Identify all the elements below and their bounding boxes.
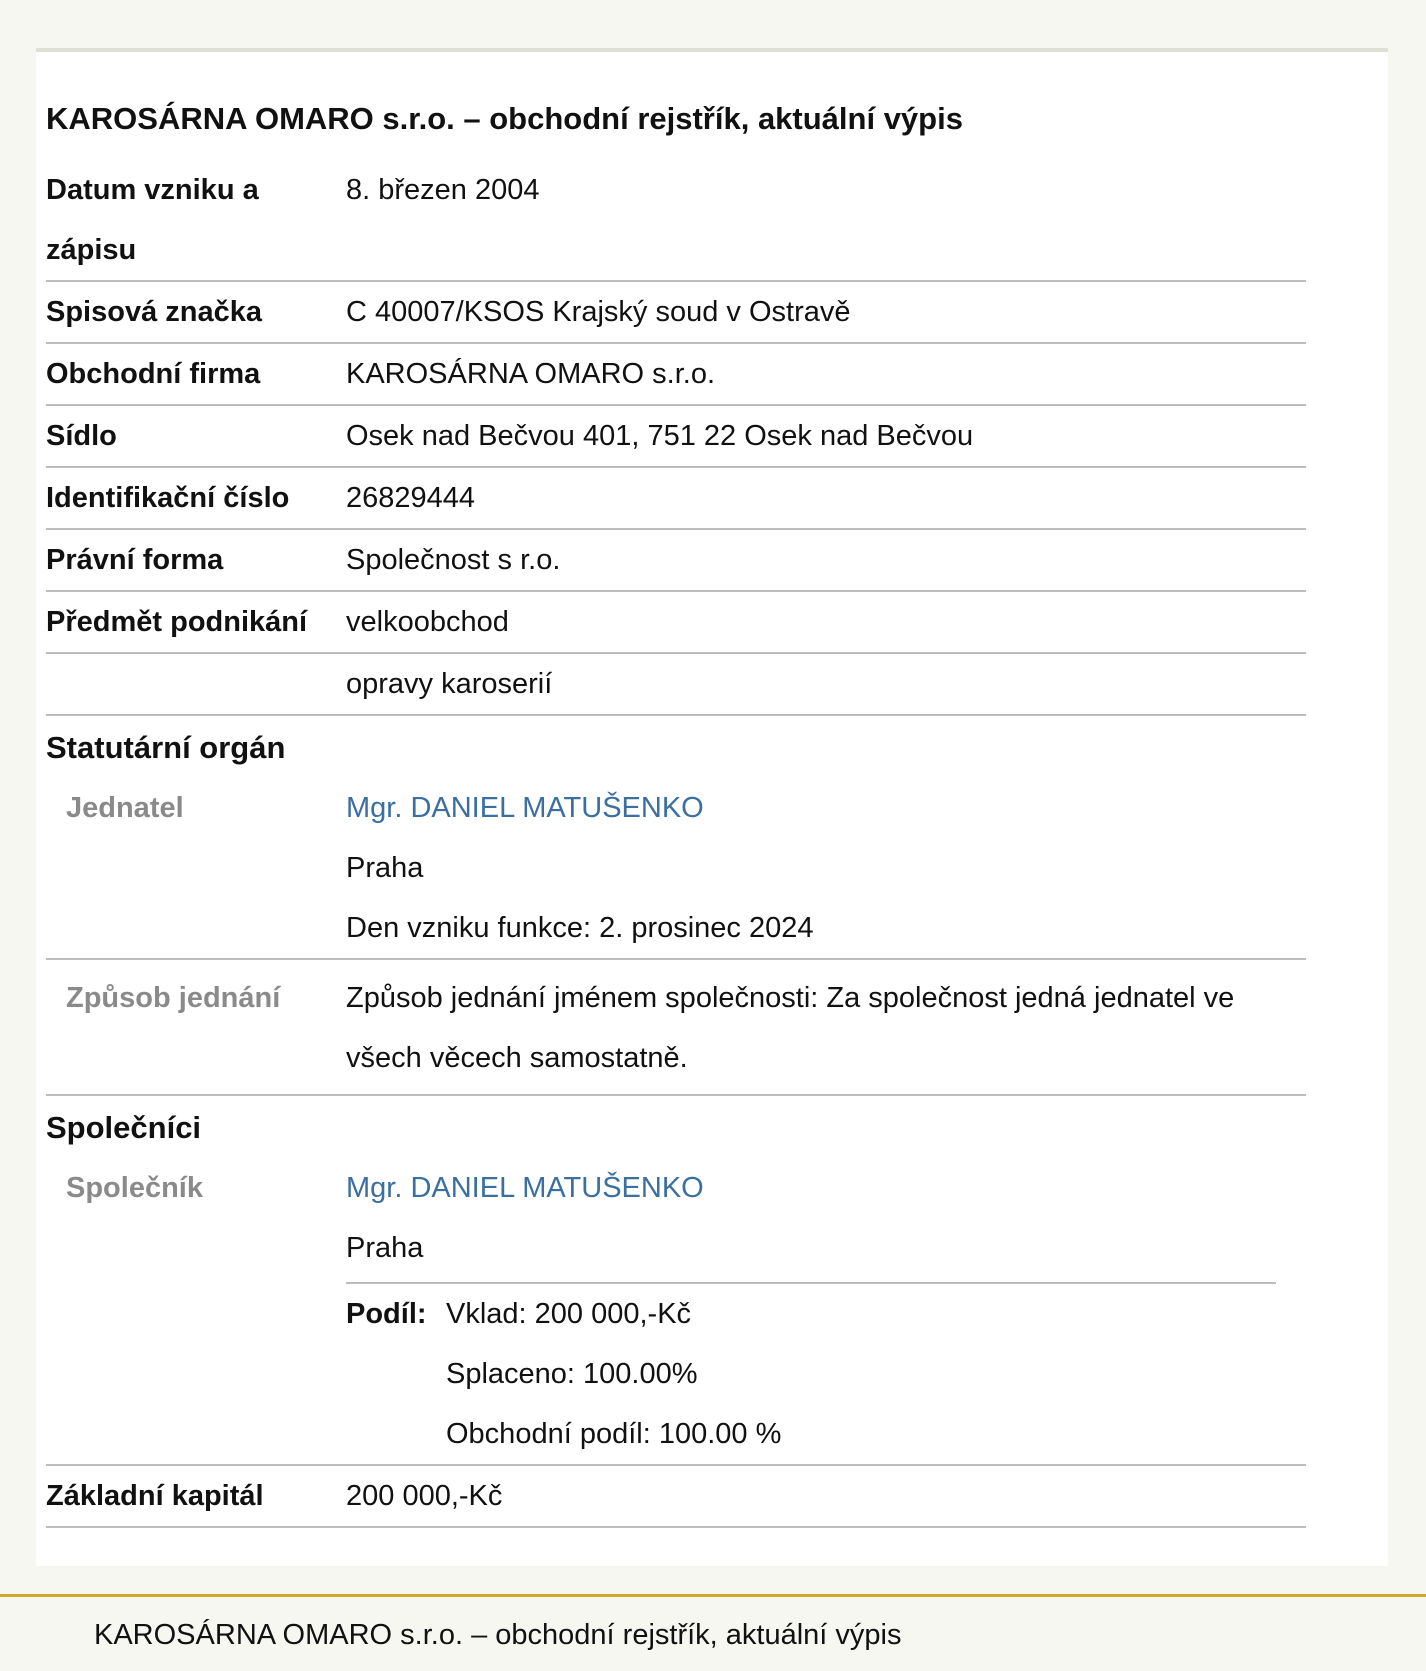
heading-statutarni-organ: Statutární orgán: [46, 730, 286, 765]
page-title: KAROSÁRNA OMARO s.r.o. – obchodní rejstřík, aktuální výpis: [46, 101, 963, 136]
jednatel-city: Praha: [346, 852, 424, 884]
label-obchodni-firma: Obchodní firma: [46, 358, 261, 390]
podil-splaceno: Splaceno: 100.00%: [446, 1358, 698, 1390]
label-ico: Identifikační číslo: [46, 482, 290, 514]
value-zakladni-kapital: 200 000,-Kč: [346, 1480, 503, 1512]
value-zpusob-jednani: Způsob jednání jménem společnosti: Za společnost jedná jednatel ve všech věcech samostatně.: [346, 982, 1235, 1074]
row-spisova-znacka: [46, 282, 1306, 344]
row-predmet-podnikani-2: [46, 654, 1306, 716]
jednatel-name-link[interactable]: Mgr. DANIEL MATUŠENKO: [346, 792, 704, 824]
value-spolecnik: [346, 1158, 1306, 1464]
label-empty: [46, 654, 346, 714]
label-predmet-podnikani: Předmět podnikání: [46, 606, 308, 638]
value-predmet-podnikani-2: opravy karoserií: [346, 668, 553, 700]
register-table: [46, 160, 1386, 1528]
row-predmet-podnikani: [46, 592, 1306, 654]
footer: [0, 1594, 1426, 1671]
label-zpusob-jednani: Způsob jednání: [66, 982, 281, 1014]
row-jednatel: [46, 778, 1306, 960]
value-predmet-podnikani-1: velkoobchod: [346, 606, 509, 638]
label-sidlo: Sídlo: [46, 420, 117, 452]
value-pravni-forma: Společnost s r.o.: [346, 544, 561, 576]
spolecnik-name-link[interactable]: Mgr. DANIEL MATUŠENKO: [346, 1172, 704, 1204]
footer-text: KAROSÁRNA OMARO s.r.o. – obchodní rejstřík, aktuální výpis: [94, 1619, 902, 1651]
heading-spolecnici: Společníci: [46, 1110, 202, 1145]
spolecnik-podil: [346, 1282, 1276, 1464]
row-sidlo: [46, 406, 1306, 468]
label-zakladni-kapital: Základní kapitál: [46, 1480, 264, 1512]
row-zakladni-kapital: [46, 1466, 1306, 1528]
row-pravni-forma: [46, 530, 1306, 592]
row-spolecnik: [46, 1158, 1306, 1466]
label-pravni-forma: Právní forma: [46, 544, 224, 576]
label-spisova-znacka: Spisová značka: [46, 296, 262, 328]
value-datum-vzniku: 8. březen 2004: [346, 174, 540, 206]
value-ico: 26829444: [346, 482, 476, 514]
spolecnik-city: Praha: [346, 1232, 424, 1264]
label-spolecnik: Společník: [66, 1172, 203, 1204]
podil-vklad: Vklad: 200 000,-Kč: [446, 1298, 692, 1330]
row-ico: [46, 468, 1306, 530]
row-datum-vzniku: [46, 160, 1306, 282]
value-sidlo: Osek nad Bečvou 401, 751 22 Osek nad Bečvou: [346, 420, 974, 452]
label-jednatel: Jednatel: [66, 792, 184, 824]
jednatel-since: Den vzniku funkce: 2. prosinec 2024: [346, 912, 814, 944]
row-obchodni-firma: [46, 344, 1306, 406]
podil-obchodni: Obchodní podíl: 100.00 %: [446, 1418, 782, 1450]
value-obchodni-firma: KAROSÁRNA OMARO s.r.o.: [346, 358, 716, 390]
value-jednatel: [346, 778, 1306, 958]
value-spisova-znacka: C 40007/KSOS Krajský soud v Ostravě: [346, 296, 851, 328]
row-zpusob-jednani: [46, 960, 1306, 1096]
label-datum-vzniku: Datum vzniku a zápisu: [46, 174, 259, 266]
podil-details: [446, 1284, 781, 1464]
podil-label: Podíl:: [346, 1298, 427, 1330]
